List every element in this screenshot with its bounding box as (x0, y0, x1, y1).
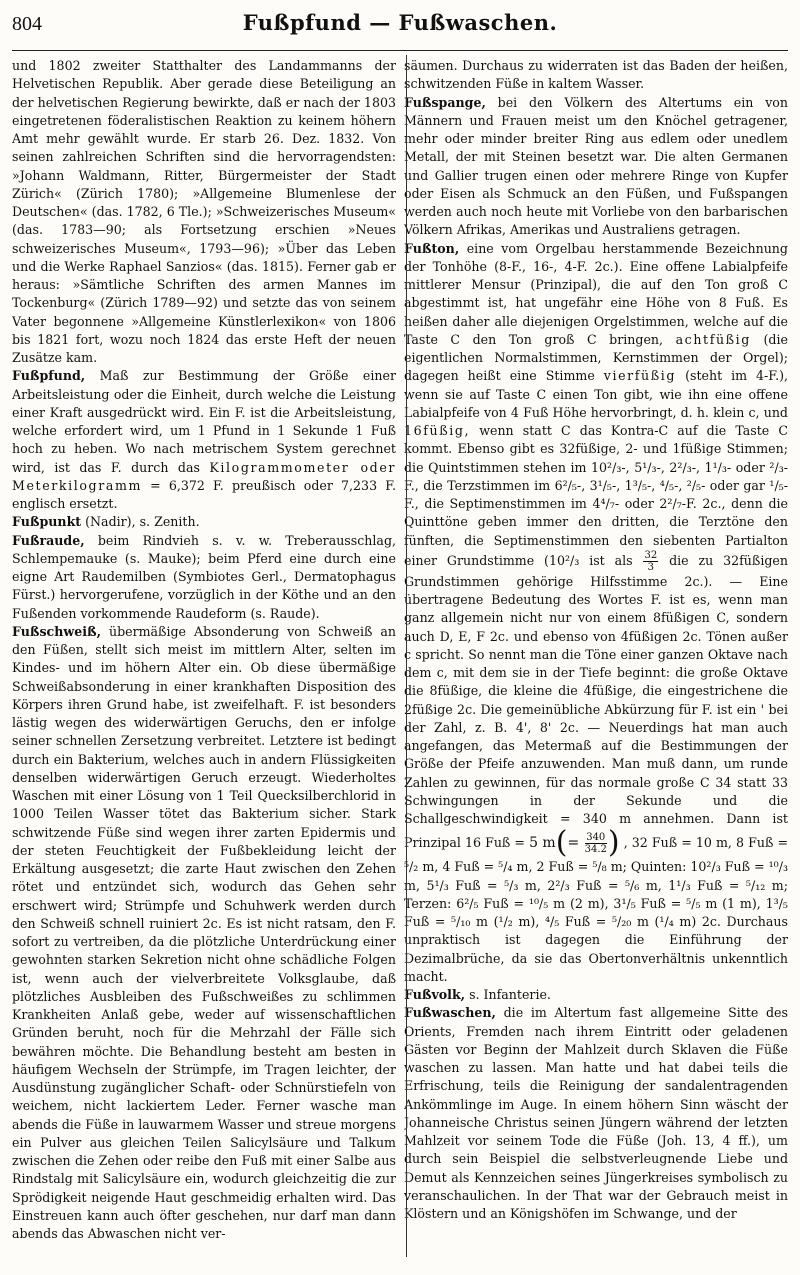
lemma-fussvolk: Fußvolk, (404, 987, 466, 1002)
page-number: 804 (12, 13, 42, 35)
running-title: Fußpfund — Fußwaschen. (242, 10, 558, 35)
page-header (12, 10, 788, 51)
entry-fusston: Fußton, eine vom Orgelbau herstammende Bezeichnung der Tonhöhe (8-F., 16-, 4-F. 2c.). Eine offene Labialpfeife mittlerer Mensur (Prinzipal), die auf den Ton groß C abgestimmt ist, hat ungefähr eine Höhe von 8 Fuß. Es heißen daher alle diejenigen Orgelstimmen, welche auf die Taste C den Ton groß C bringen, achtfüßig (die eigentlichen Normalstimmen, Kernstimmen der Orgel); dagegen heißt eine Stimme vierfüßig (steht im 4-F.), wenn sie auf Taste C einen Ton gibt, wie ihn eine offene Labialpfeife von 4 Fuß Höhe hervorbringt, d. h. klein c, und 16füßig, wenn statt C das Kontra-C auf die Taste C kommt. Ebenso gibt es 32füßige, 2- und 1füßige Stimmen; die Quintstimmen stehen im 10²/₃-, 5¹/₃-, 2²/₃-, 1¹/₃- oder ²/₃-F., die Terzstimmen im 6²/₅-, 3¹/₅-, 1³/₅-, ⁴/₅-, ²/₅- oder gar ¹/₅-F., die Septimenstimmen im 4⁴/₇- oder 2²/₇-F. 2c., denn die Quinttöne geben immer den dritten, die Terztöne den fünften, die Septimenstimmen den siebenten Partialton einer Grundstimme (10²/₃ ist als $\frac{32}{3}$ die zu 32füßigen Grundstimmen gehörige Hilfsstimme 2c.). — Eine übertragene Bedeutung des Wortes F. ist es, wenn man ganz allgemein nicht nur von einem 8füßigen C, sondern auch D, E, F 2c. und ebenso von 4füßigen 2c. Tönen außer c spricht. So nennt man die Töne einer ganzen Oktave nach dem c, mit dem sie in der Tiefe beginnt: die große Oktave die 8füßige, die kleine die 4füßige, die eingestrichene die 2füßige 2c. Die gemeinübliche Abkürzung für F. ist ein ' bei der Zahl, z. B. 4', 8' 2c. — Neuerdings hat man auch angefangen, das Metermaß auf die Bestimmungen der Größe der Pfeife anzuwenden. Man muß dann, um runde Zahlen zu gewinnen, für das normale große C 34 statt 33 Schwingungen in der Sekunde und die Schallgeschwindigkeit = 340 m annehmen. Dann ist Prinzipal 16 Fuß = 5 m ( = $\frac{340}{34.2}$ ) , 32 Fuß = 10 m, 8 Fuß = ⁵/₂ m, 4 Fuß = ⁵/₄ m, 2 Fuß = ⁵/₈ m; Quinten: 10²/₃ Fuß = ¹⁰/₃ m, 5¹/₃ Fuß = ⁵/₃ m, 2²/₃ Fuß = ⁵/₆ m, 1¹/₃ Fuß = ⁵/₁₂ m; Terzen: 6²/₅ Fuß = ¹⁰/₅ m (2 m), 3¹/₅ Fuß = ⁵/₅ m (1 m), 1³/₅ Fuß = ⁵/₁₀ m (¹/₂ m), ⁴/₅ Fuß = ⁵/₂₀ m (¹/₄ m) 2c. Durchaus unpraktisch ist dagegen die Einführung der Dezimalbrüche, da sie das Obertonverhältnis unkenntlich macht. (404, 240, 788, 984)
entry-fussspange: Fußspange, bei den Völkern des Altertums ein von Männern und Frauen meist um den Knöchel getragener, mehr oder minder breiter Ring aus edlem oder unedlem Metall, der mit Steinen besetzt war. Die alten Germanen und Gallier trugen einen oder mehrere Ringe von Kupfer oder Eisen als Schmuck an den Füßen, und Fußspangen werden auch noch heute mit Vorliebe von den barbarischen Völkern Afrikas, Amerikas und Australiens getragen. (404, 94, 788, 238)
lemma-fussspange: Fußspange, (404, 94, 486, 110)
entry-fussschweiss-continued: säumen. Durchaus zu widerraten ist das Baden der heißen, schwitzenden Füße in kaltem Wasser. (404, 58, 788, 92)
entry-fussvolk: Fußvolk, s. Infanterie. (404, 987, 551, 1002)
entry-fussraude: Fußraude, beim Rindvieh s. v. w. Treberausschlag, Schlempemauke (s. Mauke); beim Pferd eine durch eine eigne Art Raudemilben (Symbiotes Gerl., Dermatophagus Fürst.) hervorgerufene, vorzüglich in der Köthe und an den Fußenden vorkommende Raudeform (s. Raude). (12, 532, 396, 621)
lemma-fusspfund: Fußpfund, (12, 368, 86, 384)
text-columns (12, 51, 788, 1267)
lemma-fussraude: Fußraude, (12, 532, 85, 548)
lemma-fusswaschen: Fußwaschen, (404, 1005, 496, 1021)
lemma-fusston: Fußton, (404, 240, 460, 256)
column-divider (406, 55, 407, 1257)
lemma-fussschweiss: Fußschweiß, (12, 623, 101, 639)
fraction-340-over-34-2: $\frac{340}{34.2}$ (584, 831, 607, 855)
fraction-32-over-3: $\frac{32}{3}$ (644, 549, 658, 573)
lemma-fusspunkt: Fußpunkt (12, 514, 82, 530)
entry-fusspunkt: Fußpunkt (Nadir), s. Zenith. (12, 514, 200, 530)
left-column (12, 57, 396, 1267)
entry-fuessli-continued: und 1802 zweiter Statthalter des Landammanns der Helvetischen Republik. Aber gerade diese Beteiligung an der helvetischen Regierung bewirkte, daß er nach der 1803 eingetretenen föderalistischen Reaktion zu keinem höhern Amt mehr gewählt wurde. Er starb 26. Dez. 1832. Von seinen zahlreichen Schriften sind die hervorragendsten: »Johann Waldmann, Ritter, Bürgermeister der Stadt Zürich« (Zürich 1780); »Allgemeine Blumenlese der Deutschen« (das. 1782, 6 Tle.); »Schweizerisches Museum« (das. 1783—90; als Fortsetzung erschien »Neues schweizerisches Museum«, 1793—96); »Über das Leben und die Werke Raphael Sanzios« (das. 1815). Ferner gab er heraus: »Sämtliche Schriften des armen Mannes im Tockenburg« (Zürich 1789—92) und setzte das von seinem Vater begonnene »Allgemeine Künstlerlexikon« von 1806 bis 1821 fort, wozu noch 1824 das erste Heft der neuen Zusätze kam. (12, 58, 396, 365)
entry-fusswaschen: Fußwaschen, die im Altertum fast allgemeine Sitte des Orients, Fremden nach ihrem Eintritt oder geladenen Gästen vor Beginn der Mahlzeit durch Sklaven die Füße waschen zu lassen. Man hatte und hat dabei teils die Erfrischung, teils die Reinigung der sandalentragenden Ankömmlinge im Auge. In einem höhern Sinn wäscht der Johanneische Christus seinen Jüngern während der letzten Mahlzeit vor seinem Tode die Füße (Joh. 13, 4 ff.), um durch sein Beispiel die selbstverleugnende Liebe und Demut als Kennzeichen seines Jüngerkreises symbolisch zu veranschaulichen. In der That war der Gebrauch meist in Klöstern und an Königshöfen im Schwange, und der (404, 1005, 788, 1221)
right-column (404, 57, 788, 1267)
formula-prinzipal: 5 m ( = $\frac{340}{34.2}$ ) (529, 825, 620, 861)
entry-fusspfund: Fußpfund, Maß zur Bestimmung der Größe einer Arbeitsleistung oder die Einheit, durch welche die Leistung einer Kraft ausgedrückt wird. Ein F. ist die Arbeitsleistung, welche erfordert wird, um 1 Pfund in 1 Sekunde 1 Fuß hoch zu heben. Wo nach metrischem System gerechnet wird, ist das F. durch das Kilogrammometer oder Meterkilogramm = 6,372 F. preußisch oder 7,233 F. englisch ersetzt. (12, 368, 396, 511)
entry-fussschweiss: Fußschweiß, übermäßige Absonderung von Schweiß an den Füßen, stellt sich meist im mittlern Alter, selten im Kindes- und im höhern Alter ein. Ob diese übermäßige Schweißabsonderung in einer krankhaften Disposition des Körpers ihren Grund habe, ist zweifelhaft. F. ist besonders lästig wegen des widerwärtigen Geruchs, den er infolge seiner schnellen Zersetzung verbreitet. Letztere ist bedingt durch ein Bakterium, welches auch in andern Flüssigkeiten denselben widerwärtigen Geruch erzeugt. Wiederholtes Waschen mit einer Lösung von 1 Teil Quecksilberchlorid in 1000 Teilen Wasser tötet das Bakterium sicher. Stark schwitzende Füße sind wegen ihrer zarten Epidermis und der steten Feuchtigkeit der Fußbekleidung leicht der Erkältung ausgesetzt; die zarte Haut zwischen den Zehen rötet und entzündet sich, wodurch das Gehen sehr erschwert wird; Strümpfe und Schuhwerk werden durch den Schweiß schnell ruiniert 2c. Es ist nicht ratsam, den F. sofort zu vertreiben, da die plötzliche Unterdrückung einer gewohnten starken Sekretion nicht ohne schädliche Folgen ist, wenn auch der vielverbreitete Volksglaube, daß plötzliches Ausbleiben des Fußschweißes zu schlimmen Krankheiten Anlaß gebe, weder auf wissenschaftlichen Gründen beruht, noch für die Mehrzahl der Fälle sich bewähren möchte. Die Behandlung besteht am besten in häufigem Wechseln der Strümpfe, im Tragen leichter, der Ausdünstung zugänglicher Schaft- oder Schnürstiefeln von weichem, nicht lackiertem Leder. Ferner wasche man abends die Füße in lauwarmem Wasser und streue morgens ein Pulver aus gleichen Teilen Salicylsäure und Talkum zwischen die Zehen oder reibe den Fuß mit einer Salbe aus Rindstalg mit Salicylsäure ein, wodurch gleichzeitig die zur Sprödigkeit neigende Haut geschmeidig erhalten wird. Das Einstreuen kann auch öfter geschehen, nur darf man dann abends das Abwaschen nicht ver- (12, 623, 396, 1241)
